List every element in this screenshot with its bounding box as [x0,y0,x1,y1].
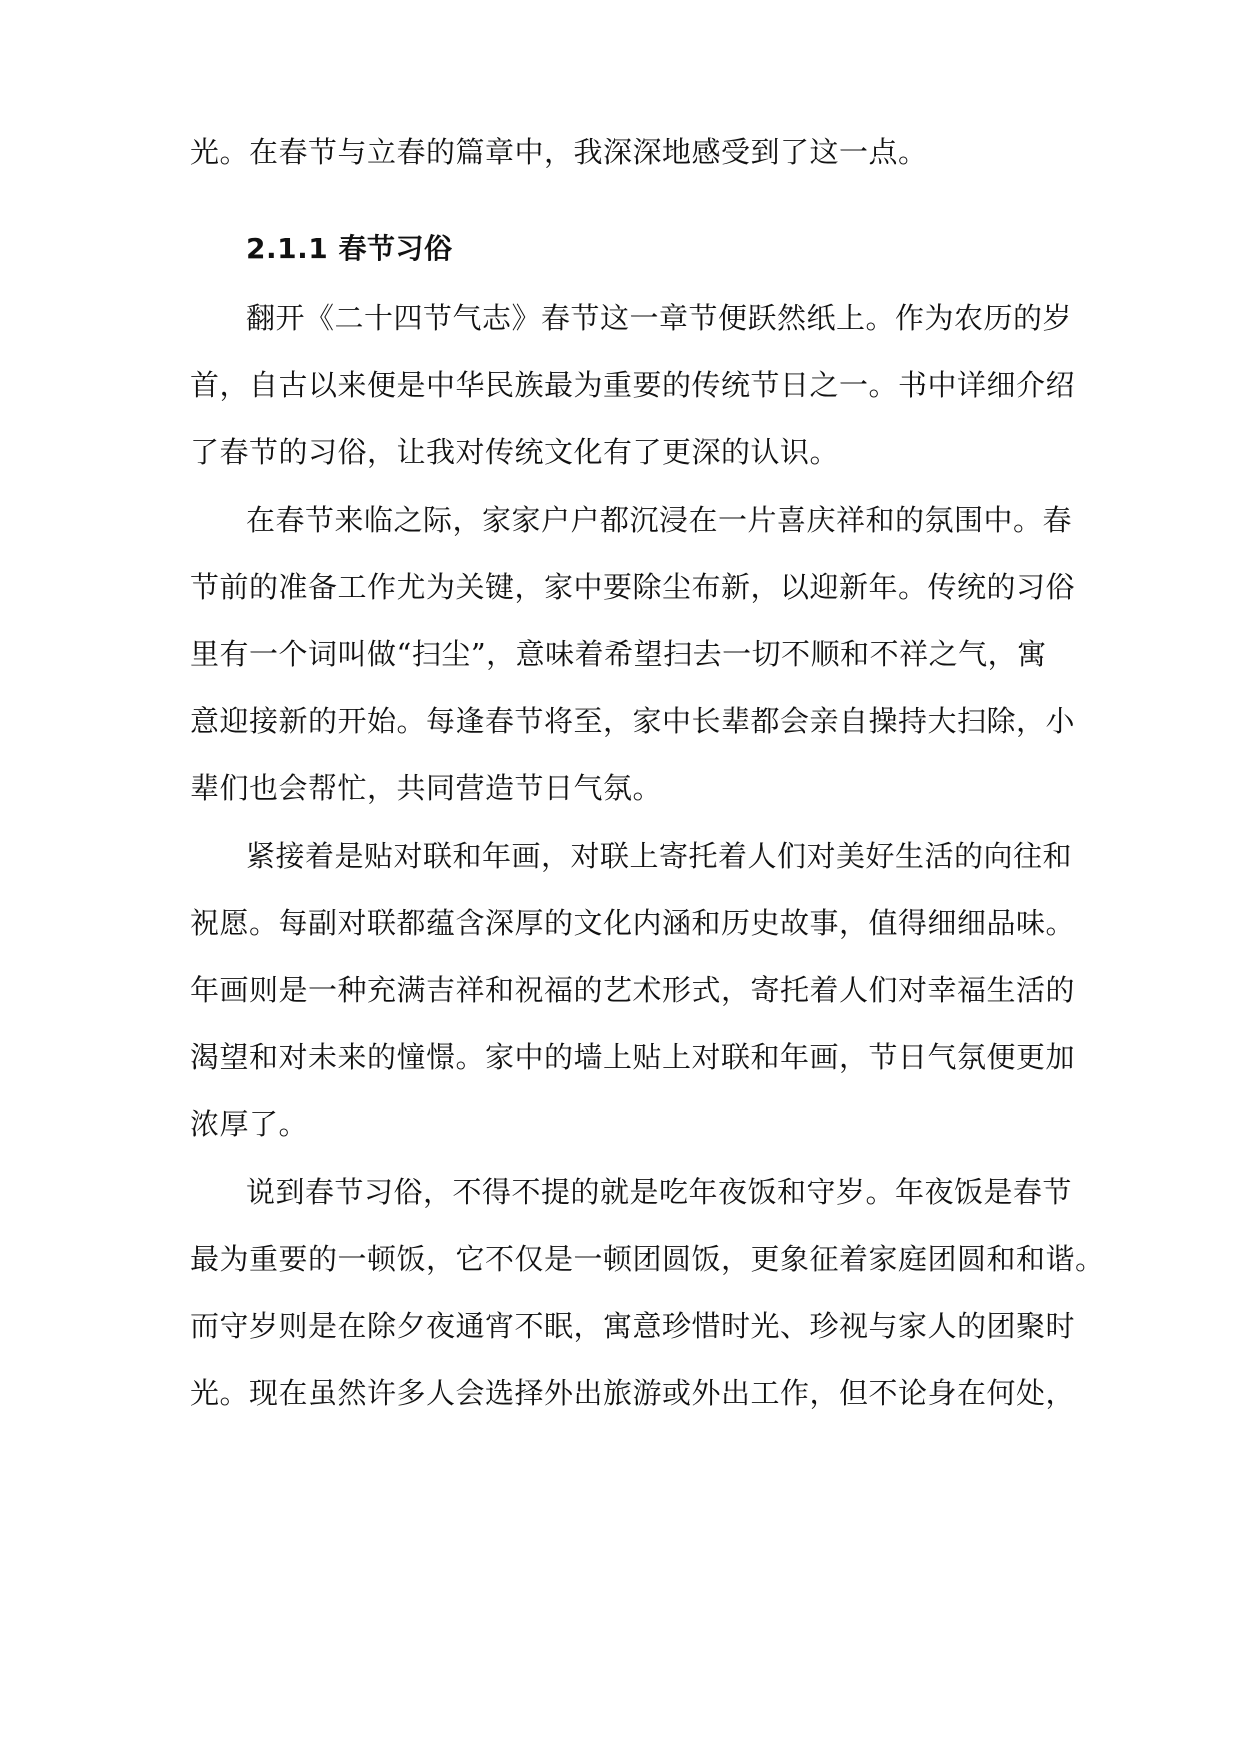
paragraph-1-line-3: 了春节的习俗，让我对传统文化有了更深的认识。 [190,435,840,469]
paragraph-2-line-4: 意迎接新的开始。每逢春节将至，家中长辈都会亲自操持大扫除，小 [190,704,1076,738]
paragraph-2-line-2: 节前的准备工作尤为关键，家中要除尘布新，以迎新年。传统的习俗 [190,570,1076,604]
paragraph-4-line-4: 光。现在虽然许多人会选择外出旅游或外出工作，但不论身在何处， [190,1376,1076,1410]
paragraph-4-line-3: 而守岁则是在除夕夜通宵不眠，寓意珍惜时光、珍视与家人的团聚时 [190,1309,1076,1343]
paragraph-4-line-1: 说到春节习俗，不得不提的就是吃年夜饭和守岁。年夜饭是春节 [246,1175,1073,1209]
paragraph-4-line-2: 最为重要的一顿饭，它不仅是一顿团圆饭，更象征着家庭团圆和和谐。 [190,1242,1105,1276]
paragraph-3-line-3: 年画则是一种充满吉祥和祝福的艺术形式，寄托着人们对幸福生活的 [190,973,1076,1007]
paragraph-1-line-1: 翻开《二十四节气志》春节这一章节便跃然纸上。作为农历的岁 [246,301,1073,335]
paragraph-3-line-4: 渴望和对未来的憧憬。家中的墙上贴上对联和年画，节日气氛便更加 [190,1040,1076,1074]
paragraph-3-line-5: 浓厚了。 [190,1107,309,1141]
paragraph-3-line-1: 紧接着是贴对联和年画，对联上寄托着人们对美好生活的向往和 [246,839,1073,873]
intro-line: 光。在春节与立春的篇章中，我深深地感受到了这一点。 [190,135,928,169]
section-heading: 2.1.1 春节习俗 [246,232,453,265]
paragraph-2-line-1: 在春节来临之际，家家户户都沉浸在一片喜庆祥和的氛围中。春 [246,503,1073,537]
paragraph-3-line-2: 祝愿。每副对联都蕴含深厚的文化内涵和历史故事，值得细细品味。 [190,906,1076,940]
paragraph-1-line-2: 首，自古以来便是中华民族最为重要的传统节日之一。书中详细介绍 [190,368,1076,402]
paragraph-2-line-3: 里有一个词叫做“扫尘”，意味着希望扫去一切不顺和不祥之气，寓 [190,637,1047,671]
paragraph-2-line-5: 辈们也会帮忙，共同营造节日气氛。 [190,771,663,805]
